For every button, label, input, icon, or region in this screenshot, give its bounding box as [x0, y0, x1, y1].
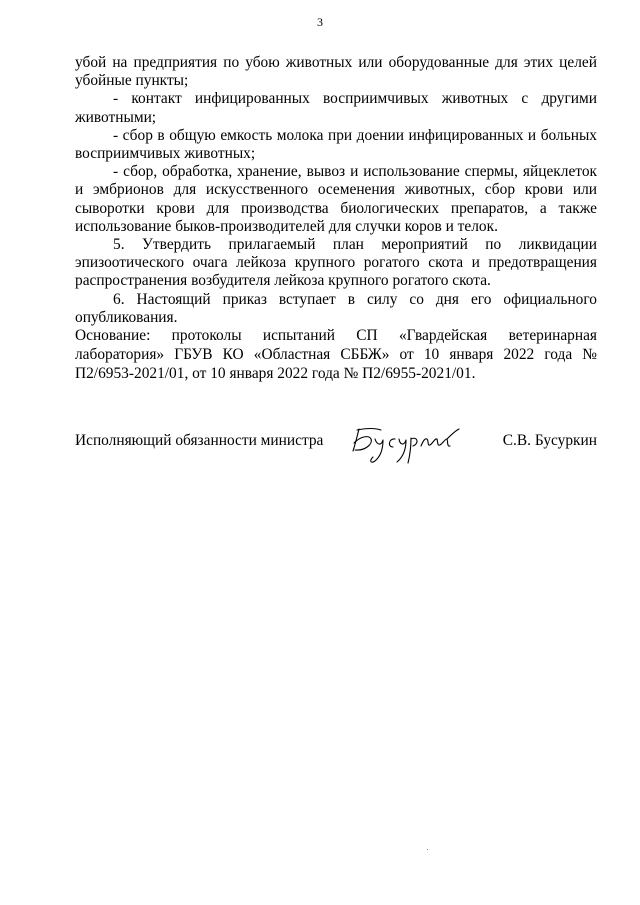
list-item-sperm: - сбор, обработка, хранение, вывоз и использование спермы, яйцеклеток и эмбрионов для искусственного осеменения животных, сбор крови или сыворотки крови для производства биологических препаратов, а также использование быков-производителей для случки коров и телок.: [75, 163, 597, 235]
signatory-name: С.В. Бусуркин: [502, 432, 597, 449]
signature-block: [75, 429, 597, 469]
page-number: 3: [317, 15, 323, 29]
signatory-position: Исполняющий обязанности министра: [75, 432, 324, 449]
paragraph-continuation: убой на предприятия по убою животных или оборудованные для этих целей убойные пункты;: [75, 54, 597, 90]
clause-5: 5. Утвердить прилагаемый план мероприятий по ликвидации эпизоотического очага лейкоза крупного рогатого скота и предотвращения распространения возбудителя лейкоза крупного рогатого скота.: [75, 236, 597, 290]
clause-6: 6. Настоящий приказ вступает в силу со дня его официального опубликования.: [75, 290, 597, 326]
basis-paragraph: Основание: протоколы испытаний СП «Гвардейская ветеринарная лаборатория» ГБУВ КО «Областная СББЖ» от 10 января 2022 года № П2/6953-2021/01, от 10 января 2022 года № П2/6955-2021/01.: [75, 327, 597, 382]
order-body: [75, 54, 597, 327]
list-item-contact: - контакт инфицированных восприимчивых животных с другими животными;: [75, 90, 597, 126]
list-item-milk: - сбор в общую емкость молока при доении инфицированных и больных восприимчивых животных;: [75, 126, 597, 163]
handwritten-signature: [345, 421, 465, 465]
scan-speck: [427, 849, 428, 850]
